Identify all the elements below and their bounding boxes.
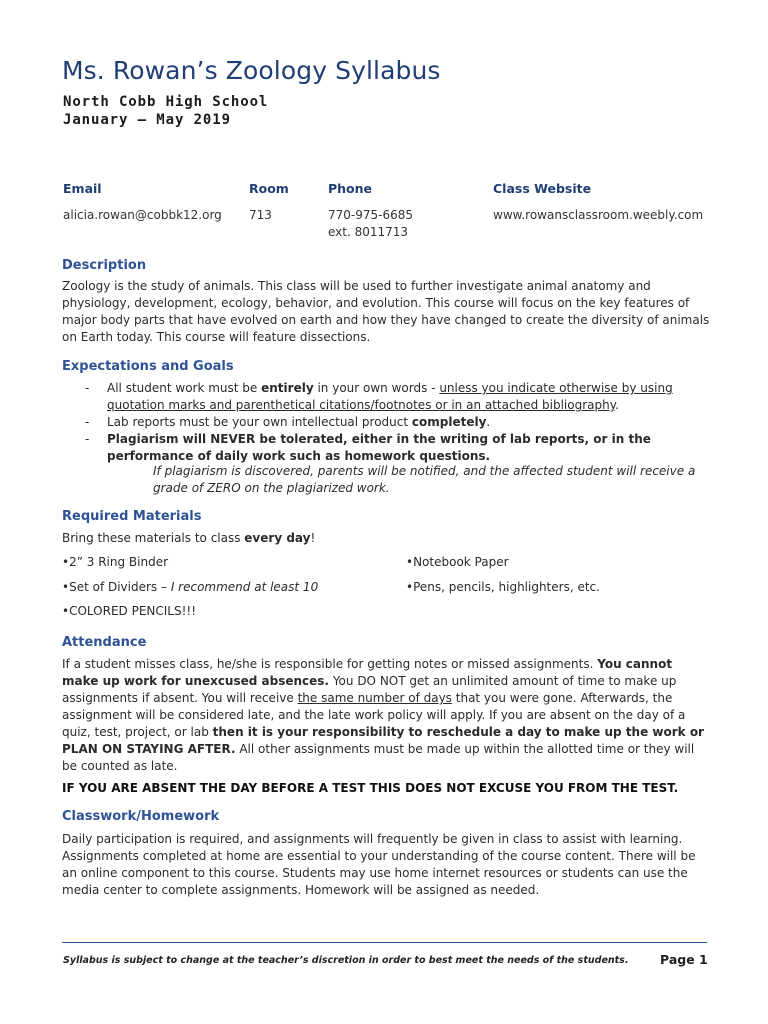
expectation-item-1 [85,380,705,414]
footer-divider [62,942,707,943]
page-title: Ms. Rowan’s Zoology Syllabus [62,56,441,85]
website-header: Class Website [493,181,592,196]
absence-warning: IF YOU ARE ABSENT THE DAY BEFORE A TEST THIS DOES NOT EXCUSE YOU FROM THE TEST. [62,781,679,795]
description-text: Zoology is the study of animals. This class will be used to further investigate animal anatomy and physiology, development, ecology, behavior, and evolution. This course will focus on the key features of major body parts that have evolved on earth and how they have changed to create the diversity of animals on Earth today. This course will feature dissections. [62,279,710,344]
phone-value [328,207,413,241]
expectation-text: Lab reports must be your own intellectual product completely. [107,415,491,429]
classwork-text: Daily participation is required, and assignments will frequently be given in class to assist with learning. Assignments completed at home are essential to your understanding of the course content. There will be an online component to this course. Students may use home internet resources or students can use the media center to complete assignments. Homework will be assigned as needed. [62,832,696,897]
expectation-item-2 [85,414,705,431]
expectation-text: Plagiarism will NEVER be tolerated, either in the writing of lab reports, or in the performance of daily work such as homework questions. [107,432,651,463]
materials-intro: Bring these materials to class every day! [62,531,316,545]
expectation-text: All student work must be entirely in your own words - unless you indicate otherwise by using quotation marks and parenthetical citations/footnotes or in an attached bibliography. [107,381,673,412]
page-number: Page 1 [660,952,708,967]
dash-marker: - [85,432,90,446]
plagiarism-note: If plagiarism is discovered, parents will be notified, and the affected student will receive a grade of ZERO on the plagiarized work. [153,464,696,495]
website-link[interactable]: www.rowansclassroom.weebly.com [493,208,704,222]
material-item: •Pens, pencils, highlighters, etc. [406,580,600,594]
room-header: Room [249,181,289,196]
phone-number: 770-975-6685 [328,208,414,222]
school-name: North Cobb High School [63,94,269,110]
expectations-heading: Expectations and Goals [62,359,234,374]
phone-extension: ext. 8011713 [328,225,409,239]
footer-note: Syllabus is subject to change at the teacher’s discretion in order to best meet the needs of the students. [63,955,629,966]
attendance-heading: Attendance [62,635,147,650]
attendance-text: If a student misses class, he/she is responsible for getting notes or missed assignments. You cannot make up work for unexcused absences. You DO NOT get an unlimited amount of time to make up assignments if absent. You will receive the same number of days that you were gone. Afterwards, the assignment will be considered late, and the late work policy will apply. If you are absent on the day of a quiz, test, project, or lab then it is your responsibility to reschedule a day to make up the work or PLAN ON STAYING AFTER. All other assignments must be made up within the allotted time or they will be counted as late. [62,657,704,773]
room-value: 713 [249,208,272,222]
phone-header: Phone [328,181,373,196]
material-item: •COLORED PENCILS!!! [62,604,197,618]
email-value[interactable]: alicia.rowan@cobbk12.org [63,208,222,222]
material-item: •Notebook Paper [406,555,509,569]
dash-marker: - [85,415,90,429]
classwork-heading: Classwork/Homework [62,809,220,824]
term-dates: January – May 2019 [63,112,231,128]
material-item: •Set of Dividers – I recommend at least 10 [62,580,319,594]
description-heading: Description [62,258,147,273]
dash-marker: - [85,381,90,395]
expectation-item-3 [85,431,705,465]
email-header: Email [63,181,102,196]
material-item: •2” 3 Ring Binder [62,555,169,569]
materials-heading: Required Materials [62,509,202,524]
